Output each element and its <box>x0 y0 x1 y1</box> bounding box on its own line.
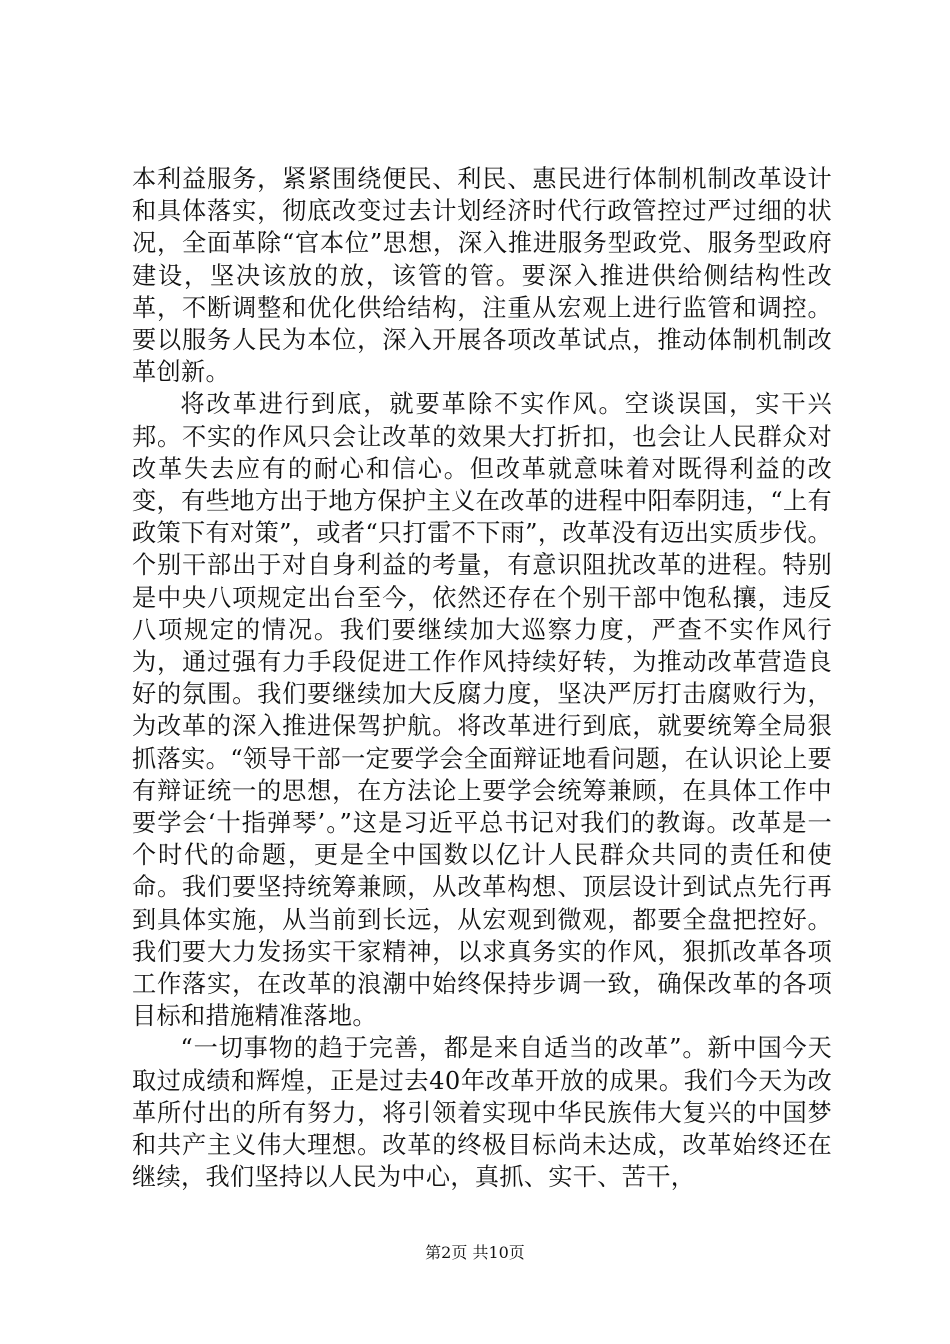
page-number-footer: 第2页 共10页 <box>425 1243 525 1262</box>
paragraph-reform-style: 将改革进行到底，就要革除不实作风。空谈误国，实干兴邦。不实的作风只会让改革的效果大打折扣，也会让人民群众对改革失去应有的耐心和信心。但改革就意味着对既得利益的改变，有些地方出于地方保护主义在改革的进程中阳奉阴违，“上有政策下有对策”，或者“只打雷不下雨”，改革没有迈出实质步伐。个别干部出于对自身利益的考量，有意识阻扰改革的进程。特别是中央八项规定出台至今，依然还存在个别干部中饱私攘，违反八项规定的情况。我们要继续加大巡察力度，严查不实作风行为，通过强有力手段促进工作作风持续好转，为推动改革营造良好的氛围。我们要继续加大反腐力度，坚决严厉打击腐败行为，为改革的深入推进保驾护航。将改革进行到底，就要统筹全局狠抓落实。“领导干部一定要学会全面辩证地看问题，在认识论上要有辩证统一的思想，在方法论上要学会统筹兼顾，在具体工作中要学会‘十指弹琴’。”这是习近平总书记对我们的教诲。改革是一个时代的命题，更是全中国数以亿计人民群众共同的责任和使命。我们要坚持统筹兼顾，从改革构想、顶层设计到试点先行再到具体实施，从当前到长远，从宏观到微观，都要全盘把控好。我们要大力发扬实干家精神，以求真务实的作风，狠抓改革各项工作落实，在改革的浪潮中始终保持步调一致，确保改革的各项目标和措施精准落地。 <box>132 390 832 1031</box>
paragraph-continued: 本利益服务，紧紧围绕便民、利民、惠民进行体制机制改革设计和具体落实，彻底改变过去计划经济时代行政管控过严过细的状况，全面革除“官本位”思想，深入推进服务型政党、服务型政府建设，坚决该放的放，该管的管。要深入推进供给侧结构性改革，不断调整和优化供给结构，注重从宏观上进行监管和调控。要以服务人民为本位，深入开展各项改革试点，推动体制机制改革创新。 <box>132 165 832 387</box>
paragraph-conclusion: “一切事物的趋于完善，都是来自适当的改革”。新中国今天取过成绩和辉煌，正是过去40年改革开放的成果。我们今天为改革所付出的所有努力，将引领着实现中华民族伟大复兴的中国梦和共产主义伟大理想。改革的终极目标尚未达成，改革始终还在继续，我们坚持以人民为中心，真抓、实干、苦干， <box>132 1034 832 1192</box>
document-body <box>132 163 832 1194</box>
